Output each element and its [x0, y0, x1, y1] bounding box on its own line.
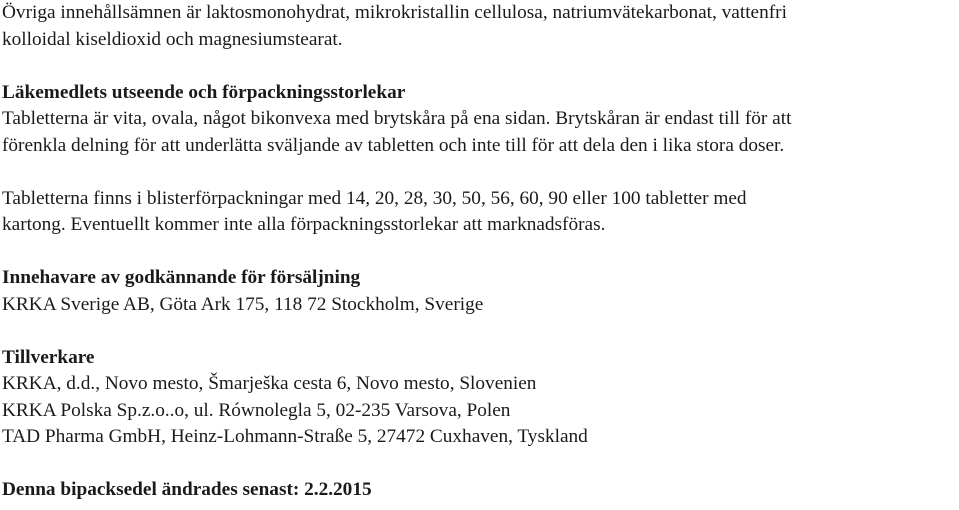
manufacturer-section: [2, 345, 957, 451]
packages-line-2: kartong. Eventuellt kommer inte alla förpackningsstorlekar att marknadsföras.: [2, 214, 606, 235]
appearance-heading: Läkemedlets utseende och förpackningsstorlekar: [2, 81, 406, 103]
spacer: [2, 53, 957, 80]
manufacturer-line-1: KRKA, d.d., Novo mesto, Šmarješka cesta 6, Novo mesto, Slovenien: [2, 373, 537, 394]
manufacturer-heading: Tillverkare: [2, 346, 95, 368]
spacer: [2, 318, 957, 345]
appearance-line-2: förenkla delning för att underlätta sväljande av tabletten och inte till för att dela den i lika stora doser.: [2, 134, 785, 156]
packages-line-1: Tabletterna finns i blisterförpackningar med 14, 20, 28, 30, 50, 56, 60, 90 eller 100 tabletter med: [2, 187, 747, 209]
spacer: [2, 451, 957, 478]
manufacturer-line-2: KRKA Polska Sp.z.o..o, ul. Równolegla 5, 02-235 Varsova, Polen: [2, 399, 511, 421]
holder-address: KRKA Sverige AB, Göta Ark 175, 118 72 Stockholm, Sverige: [2, 293, 484, 315]
holder-section: [2, 265, 957, 318]
spacer: [2, 159, 957, 186]
appearance-line-1: Tabletterna är vita, ovala, något bikonvexa med brytskåra på ena sidan. Brytskåran är endast till för att: [2, 108, 792, 129]
excipients-line-1: Övriga innehållsämnen är laktosmonohydrat, mikrokristallin cellulosa, natriumvätekarbonat, vattenfri: [2, 2, 787, 23]
spacer: [2, 239, 957, 266]
revision-date: Denna bipacksedel ändrades senast: 2.2.2015: [2, 479, 372, 500]
leaflet-document: [2, 0, 957, 504]
holder-heading: Innehavare av godkännande för försäljning: [2, 267, 361, 288]
appearance-section: [2, 80, 957, 160]
excipients-line-2: kolloidal kiseldioxid och magnesiumstearat.: [2, 28, 343, 50]
packages-section: [2, 186, 957, 239]
manufacturer-line-3: TAD Pharma GmbH, Heinz-Lohmann-Straße 5, 27472 Cuxhaven, Tyskland: [2, 426, 588, 447]
excipients-section: [2, 0, 957, 53]
